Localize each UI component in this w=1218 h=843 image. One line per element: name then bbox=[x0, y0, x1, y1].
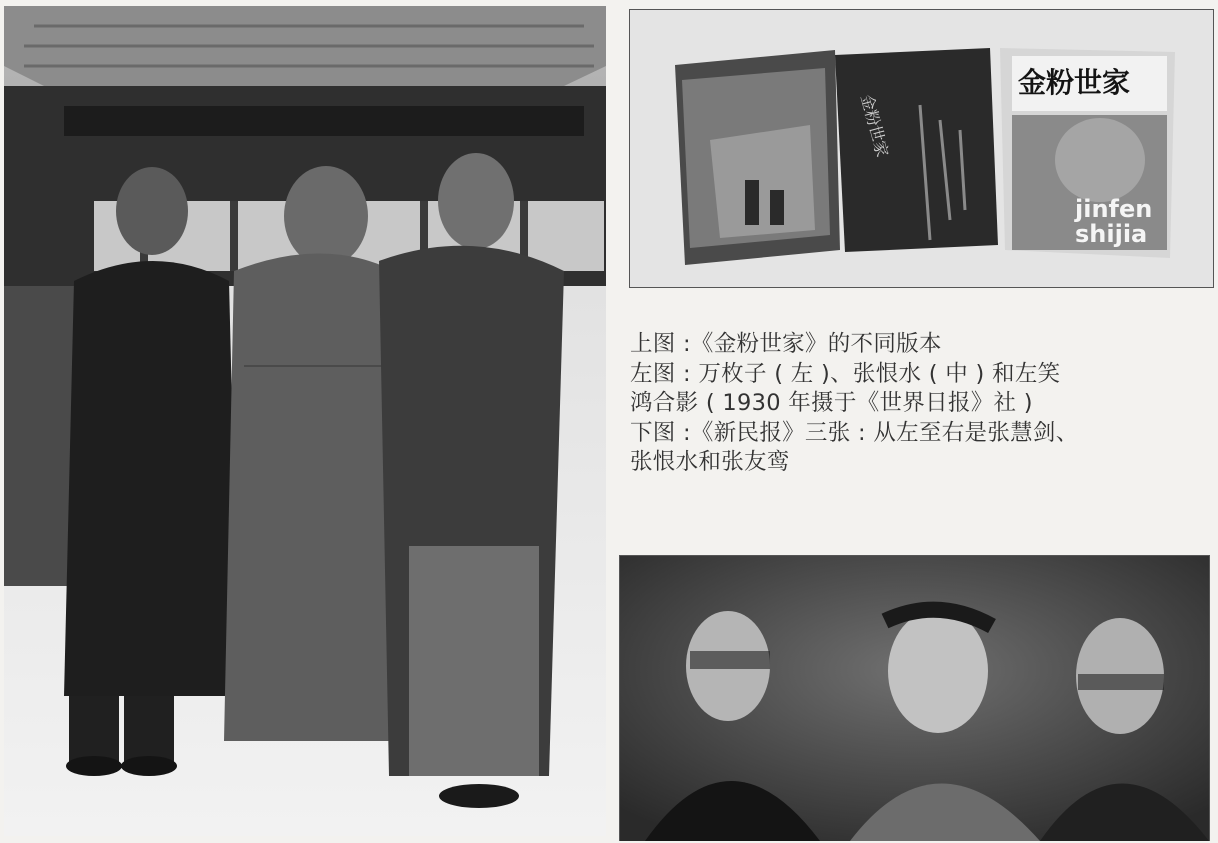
book-three bbox=[1000, 48, 1175, 258]
bottom-photo-image bbox=[620, 556, 1209, 841]
book-three-latin-2: shijia bbox=[1075, 220, 1148, 248]
book-three-title: 金粉世家 bbox=[1018, 66, 1131, 99]
books-photo-image bbox=[630, 10, 1213, 287]
book-two-spine-title: 金粉世家 bbox=[857, 92, 893, 160]
bottom-photo-three-men bbox=[619, 555, 1210, 841]
caption-line-bottom-2: 张恨水和张友鸾 bbox=[630, 449, 790, 475]
left-photo-three-men bbox=[4, 6, 606, 836]
caption-line-bottom-1: 下图 :《新民报》三张 : 从左至右是张慧剑、 bbox=[630, 419, 1079, 446]
book-one bbox=[675, 50, 840, 265]
photo-caption bbox=[630, 330, 1215, 478]
left-photo-image bbox=[4, 6, 606, 836]
caption-line-left-1: 左图 : 万枚子 ( 左 )、张恨水 ( 中 ) 和左笑 bbox=[630, 360, 1061, 387]
book-two bbox=[835, 48, 998, 252]
caption-line-left-2: 鸿合影 ( 1930 年摄于《世界日报》社 ) bbox=[630, 390, 1033, 416]
caption-line-top: 上图 :《金粉世家》的不同版本 bbox=[630, 331, 942, 357]
books-photo-editions bbox=[629, 9, 1214, 288]
book-three-latin-1: jinfen bbox=[1075, 195, 1153, 223]
